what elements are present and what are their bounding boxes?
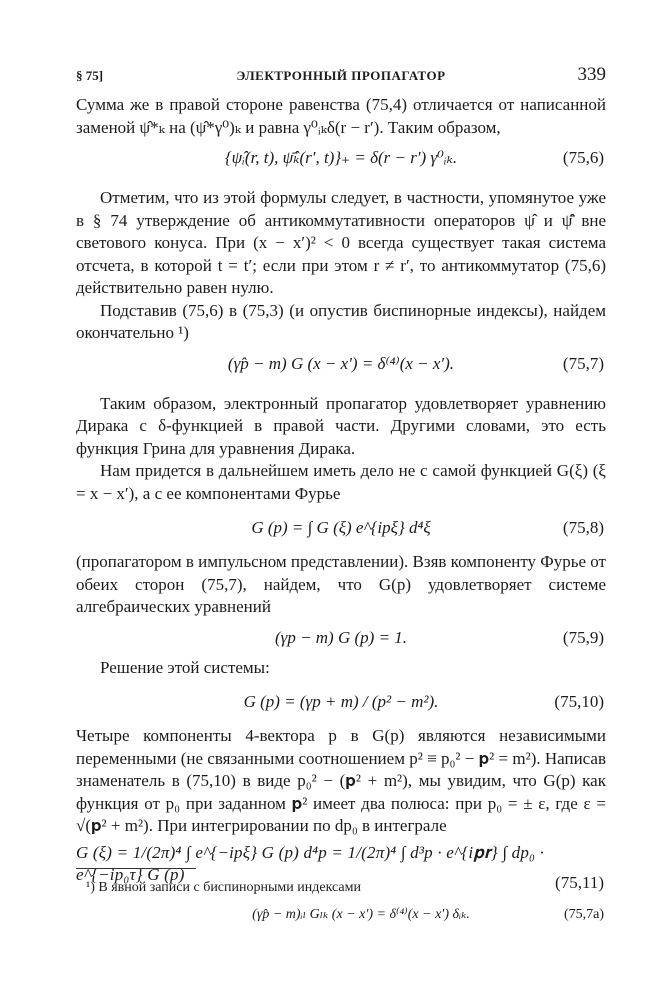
equation-75-7a [76, 898, 606, 932]
paragraph-3: Подставив (75,6) в (75,3) (и опустив биспинорные индексы), найдем окончательно ¹) [76, 300, 606, 342]
paragraph-8: Четыре компоненты 4-вектора p в G(p) являются независимыми переменными (не связанными соотношением p² ≡ p₀² − 𝐩² = m²). Написав знаменатель в (75,10) в виде p₀² − (𝐩² + m²), мы увидим, что G(p) как функция от p₀ при заданном 𝐩² имеет два полюса: при p₀ = ± ε, где ε = √(𝐩² + m²). При интегрировании по dp₀ в интеграле [76, 726, 606, 835]
page-number: 339 [577, 64, 606, 85]
equation-label: (75,11) [555, 872, 604, 892]
equation-label: (75,6) [562, 148, 604, 167]
footnote-text: ¹) В явной записи с биспинорными индексами [86, 880, 361, 895]
equation-75-6 [76, 139, 606, 177]
equation-formula: (γp − m) G (p) = 1. [274, 627, 408, 647]
equation-label: (75,9) [562, 627, 604, 647]
paragraph-6: (пропагатором в импульсном представлении). Взяв компоненту Фурье от обеих сторон (75,7), найдем, что G(p) удовлетворяет системе алгебраических уравнений [76, 552, 606, 616]
equation-75-9 [76, 619, 606, 657]
equation-75-10 [76, 679, 606, 725]
equation-label: (75,7а) [563, 907, 604, 922]
main-text [76, 94, 606, 902]
paragraph-5: Нам придется в дальнейшем иметь дело не с самой функцией G(ξ) (ξ = x − x′), а с ее компонентами Фурье [76, 461, 606, 503]
equation-formula: G (ξ) = 1/(2π)⁴ ∫ e^{−ipξ} G (p) d⁴p = 1/(2π)⁴ ∫ d³p · e^{i𝐩𝐫} ∫ dp₀ · e^{−ip₀τ} G (p) [76, 842, 545, 884]
equation-formula: {ψ̂ᵢ(r, t), ψ̂̄ₖ(r′, t)}₊ = δ(r − r′) γ⁰ᵢₖ. [224, 148, 458, 167]
section-ref: § 75] [76, 68, 104, 83]
equation-75-8 [76, 505, 606, 551]
equation-formula: (γp̂ − m)ᵢₗ Gₗₖ (x − x′) = δ⁽⁴⁾(x − x′) δᵢₖ. [252, 907, 470, 922]
running-title: ЭЛЕКТРОННЫЙ ПРОПАГАТОР [236, 68, 446, 83]
running-header [76, 64, 606, 88]
equation-formula: G (p) = (γp + m) / (p² − m²). [243, 692, 439, 711]
paragraph-2: Отметим, что из этой формулы следует, в частности, упомянутое уже в § 74 утверждение об антикоммутативности операторов ψ̂ и ψ̂̄ вне светового конуса. При (x − x′)² < 0 всегда существует такая система отсчета, в которой t = t′; если при этом r ≠ r′, то антикоммутатор (75,6) действительно равен нулю. [76, 188, 606, 297]
paragraph-7: Решение этой системы: [100, 657, 270, 677]
equation-label: (75,8) [562, 518, 604, 537]
equation-formula: G (p) = ∫ G (ξ) e^{ipξ} d⁴ξ [251, 518, 431, 537]
equation-label: (75,10) [554, 692, 604, 711]
equation-75-7 [76, 345, 606, 383]
footnote-rule [76, 868, 196, 869]
paragraph-4: Таким образом, электронный пропагатор удовлетворяет уравнению Дирака с δ-функцией в правой части. Другими словами, это есть функция Грина для уравнения Дирака. [76, 393, 606, 458]
paragraph-1: Сумма же в правой стороне равенства (75,4) отличается от написанной заменой ψ̂*ₖ на (ψ̂*γ⁰)ₖ и равна γ⁰ᵢₖδ(r − r′). Таким образом, [76, 95, 606, 137]
equation-label: (75,7) [562, 353, 604, 373]
footnote [76, 878, 606, 932]
equation-formula: (γp̂ − m) G (x − x′) = δ⁽⁴⁾(x − x′). [227, 353, 455, 373]
